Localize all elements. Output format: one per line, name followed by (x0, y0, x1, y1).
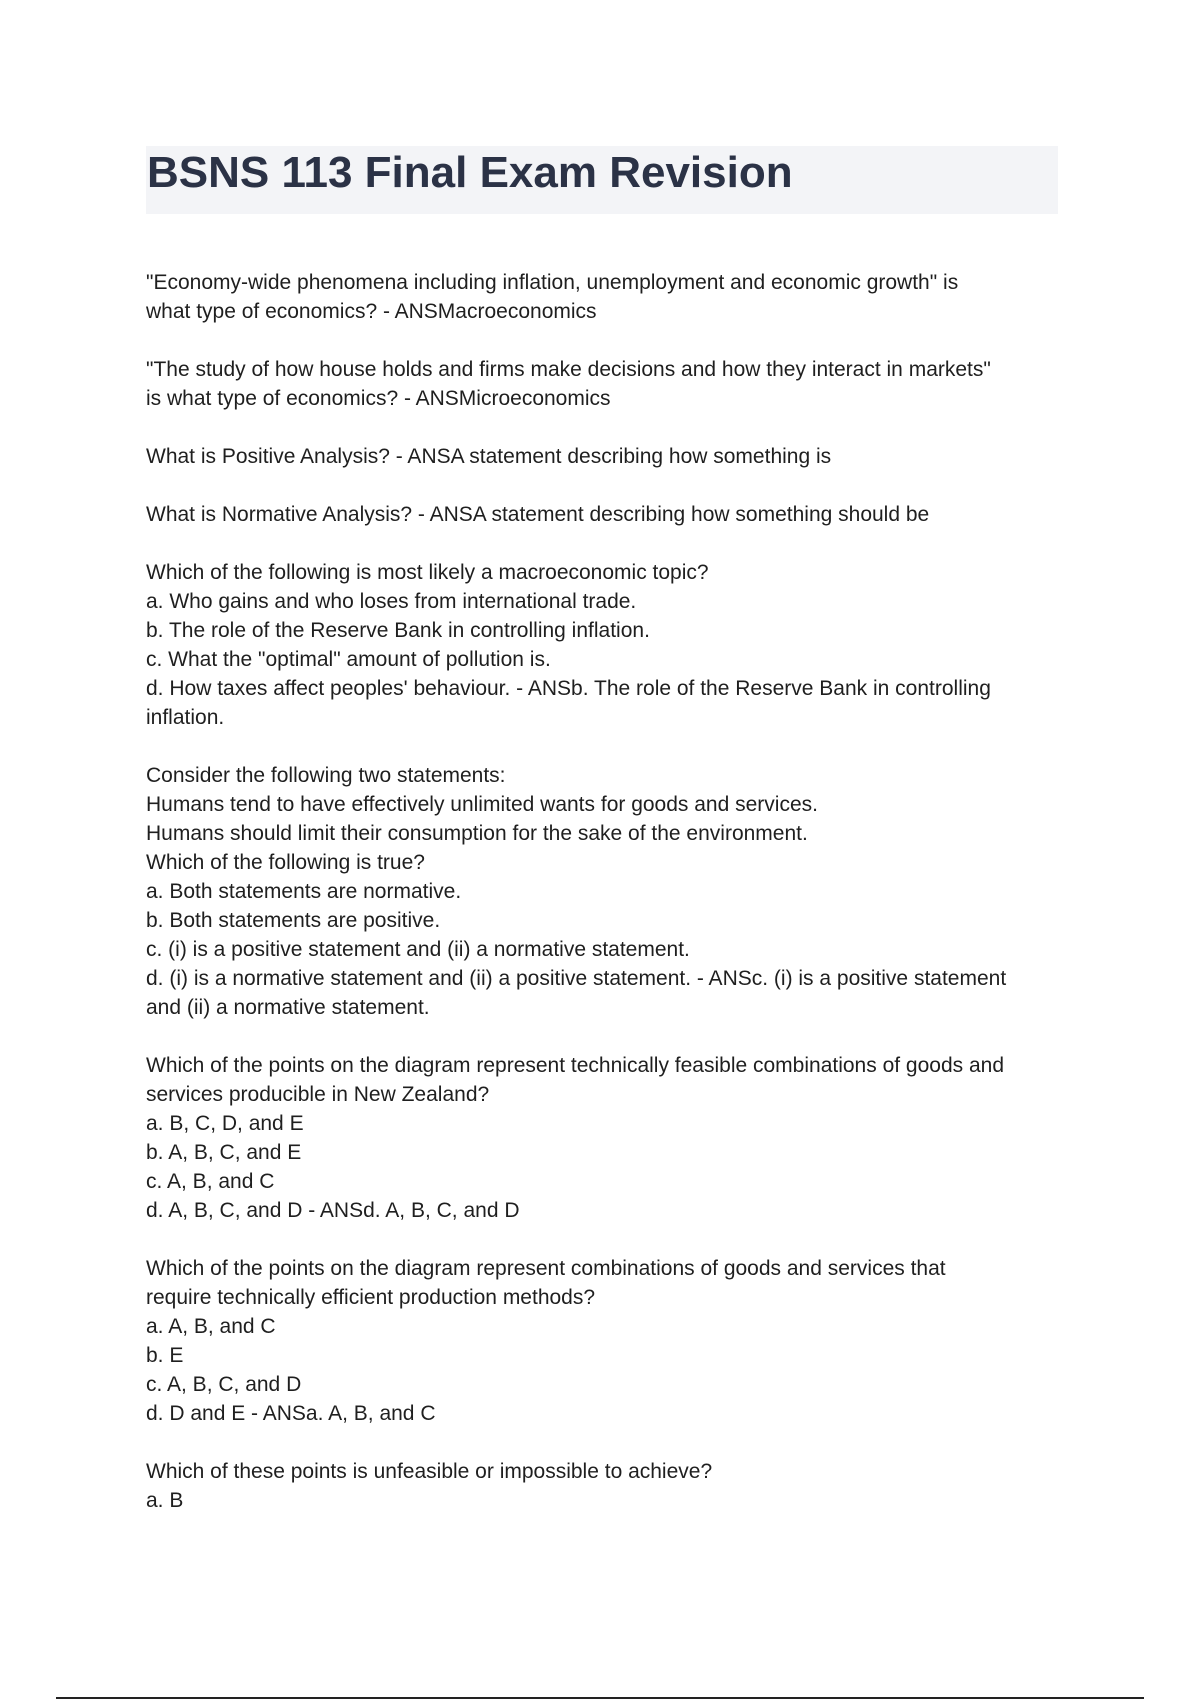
text-line: services producible in New Zealand? (146, 1083, 490, 1106)
text-line: Which of these points is unfeasible or impossible to achieve? (146, 1460, 713, 1483)
text-line: a. A, B, and C (146, 1315, 276, 1338)
text-line: what type of economics? - ANSMacroeconomics (146, 300, 597, 323)
text-line: a. B (146, 1489, 184, 1512)
qa-item (146, 355, 1066, 413)
qa-item (146, 558, 1066, 732)
text-line: inflation. (146, 706, 225, 729)
text-line: What is Positive Analysis? - ANSA statement describing how something is (146, 445, 832, 468)
text-line: is what type of economics? - ANSMicroeconomics (146, 387, 611, 410)
text-line: d. D and E - ANSa. A, B, and C (146, 1402, 436, 1425)
text-line: c. (i) is a positive statement and (ii) a normative statement. (146, 938, 690, 961)
text-line: Which of the points on the diagram represent combinations of goods and services that (146, 1257, 946, 1280)
text-line: "Economy-wide phenomena including inflation, unemployment and economic growth" is (146, 271, 959, 294)
text-line: b. Both statements are positive. (146, 909, 441, 932)
text-line: b. A, B, C, and E (146, 1141, 302, 1164)
text-line: c. A, B, and C (146, 1170, 275, 1193)
text-line: c. A, B, C, and D (146, 1373, 302, 1396)
qa-item (146, 500, 1066, 529)
text-line: a. B, C, D, and E (146, 1112, 304, 1135)
text-line: and (ii) a normative statement. (146, 996, 430, 1019)
qa-item (146, 1051, 1066, 1225)
document-body (146, 268, 1066, 1544)
qa-item (146, 442, 1066, 471)
text-line: Which of the following is most likely a macroeconomic topic? (146, 561, 709, 584)
text-line: "The study of how house holds and firms make decisions and how they interact in markets" (146, 358, 991, 381)
text-line: What is Normative Analysis? - ANSA statement describing how something should be (146, 503, 930, 526)
qa-item (146, 1254, 1066, 1428)
text-line: a. Both statements are normative. (146, 880, 462, 903)
page-title: BSNS 113 Final Exam Revision (147, 148, 793, 197)
text-line: Humans tend to have effectively unlimited wants for goods and services. (146, 793, 818, 816)
text-line: b. The role of the Reserve Bank in controlling inflation. (146, 619, 650, 642)
text-line: d. A, B, C, and D - ANSd. A, B, C, and D (146, 1199, 520, 1222)
qa-item (146, 761, 1066, 1022)
text-line: b. E (146, 1344, 184, 1367)
text-line: Consider the following two statements: (146, 764, 506, 787)
qa-item (146, 1457, 1066, 1515)
text-line: a. Who gains and who loses from international trade. (146, 590, 637, 613)
text-line: d. How taxes affect peoples' behaviour. - ANSb. The role of the Reserve Bank in controlling (146, 677, 991, 700)
text-line: Humans should limit their consumption for the sake of the environment. (146, 822, 808, 845)
text-line: Which of the following is true? (146, 851, 425, 874)
text-line: Which of the points on the diagram represent technically feasible combinations of goods and (146, 1054, 1005, 1077)
text-line: require technically efficient production methods? (146, 1286, 596, 1309)
text-line: d. (i) is a normative statement and (ii) a positive statement. - ANSc. (i) is a positive statement (146, 967, 1007, 990)
qa-item (146, 268, 1066, 326)
text-line: c. What the "optimal" amount of pollution is. (146, 648, 551, 671)
footer-divider (56, 1697, 1144, 1699)
